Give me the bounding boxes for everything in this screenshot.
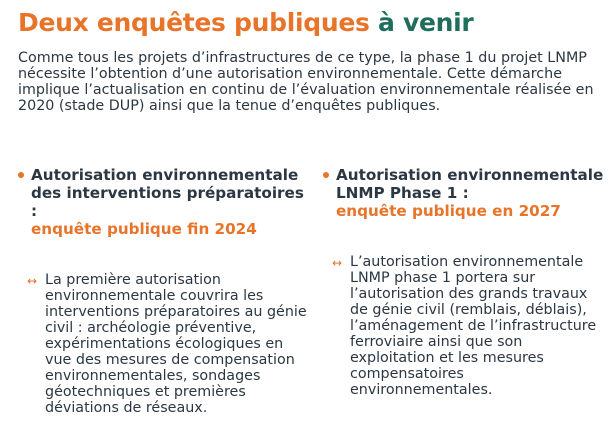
- page-title-accent: Deux enquêtes publiques: [18, 8, 370, 37]
- intro-paragraph: Comme tous les projets d’infrastructures de ce type, la phase 1 du projet LNMP nécessite l’obtention d’une autorisation environnementale. Cette démarche implique l’actualisation en continu de l’évaluation environnementale réalisée en 2020 (stade DUP) ainsi que la tenue d’enquêtes publiques.: [18, 50, 594, 114]
- section-heading-text: Autorisation environnementale LNMP Phase 1 :: [336, 166, 604, 202]
- section-heading-text: Autorisation environnementale des interventions préparatoires :: [31, 166, 304, 220]
- double-arrow-icon: ↔: [332, 256, 343, 270]
- section-phase1: [323, 166, 609, 398]
- section-subheading: enquête publique fin 2024: [31, 220, 257, 238]
- section-body: [323, 254, 609, 398]
- section-heading: [323, 166, 609, 220]
- double-arrow-icon: ↔: [27, 274, 38, 288]
- section-body: [18, 272, 310, 416]
- page-title: [18, 6, 473, 40]
- section-preparatory: [18, 166, 310, 416]
- section-body-text: La première autorisation environnementale couvrira les interventions préparatoires au génie civil : archéologie préventive, expérimentations écologiques en vue des mesures de compensation environnementales, sondages géotechniques et premières déviations de réseaux.: [45, 272, 307, 416]
- bullet-icon: [18, 172, 24, 178]
- section-body-text: L’autorisation environnementale LNMP phase 1 portera sur l’autorisation des grands travaux de génie civil (remblais, déblais), l’aménagement de l’infrastructure ferroviaire ainsi que son exploitation et les mesures compensatoires environnementales.: [350, 254, 597, 398]
- section-heading: [18, 166, 310, 238]
- page-title-rest: à venir: [378, 8, 474, 37]
- section-subheading: enquête publique en 2027: [336, 202, 561, 220]
- bullet-icon: [323, 172, 329, 178]
